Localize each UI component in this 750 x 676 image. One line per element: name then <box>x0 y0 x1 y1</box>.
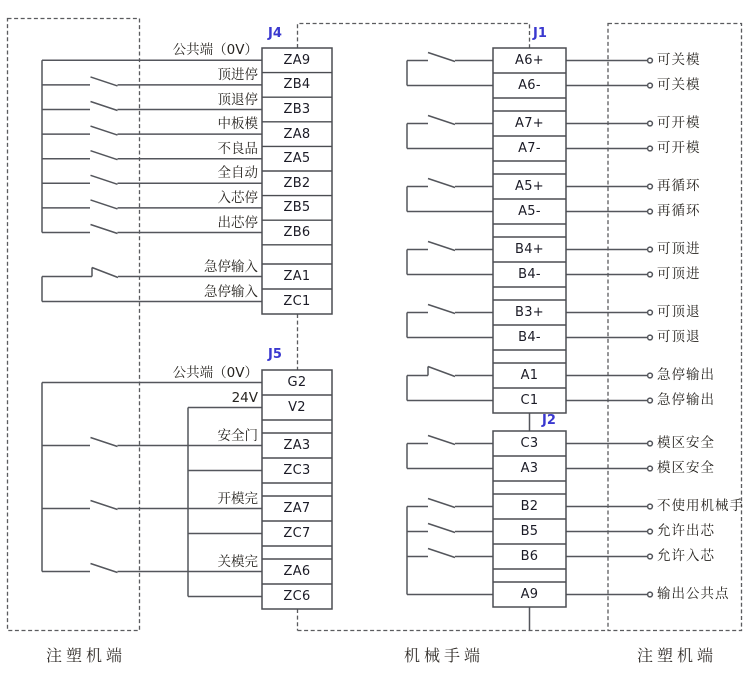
output-label: 不使用机械手 <box>657 498 744 514</box>
spacer-cell <box>493 224 566 237</box>
output-label: 再循环 <box>657 203 701 219</box>
spacer-cell <box>493 569 566 582</box>
terminal-cell: A5- <box>518 204 541 219</box>
left-machine-boundary-box <box>8 19 140 631</box>
terminal-cell: B6 <box>520 549 539 564</box>
output-label: 可顶退 <box>657 329 701 345</box>
output-label: 可开模 <box>657 115 701 131</box>
terminal-cell: A7- <box>518 141 541 156</box>
output-label: 允许出芯 <box>657 523 715 539</box>
signal-label: 安全门 <box>217 427 258 444</box>
terminal-cell: ZC3 <box>283 463 311 478</box>
terminal-cell: V2 <box>288 400 306 415</box>
spacer-cell <box>262 483 332 496</box>
spacer-cell <box>493 98 566 111</box>
terminal-cell: A9 <box>520 587 539 602</box>
terminal-cell: C1 <box>520 393 539 408</box>
terminal-cell: ZC6 <box>283 589 311 604</box>
terminal-cell: ZB2 <box>283 175 311 191</box>
terminal-cell: ZA6 <box>283 564 311 579</box>
terminal-cell: ZA5 <box>283 151 311 167</box>
terminal-cell: ZA7 <box>283 501 311 516</box>
terminal-cell: ZB3 <box>283 101 311 117</box>
output-label: 允许入芯 <box>657 548 715 564</box>
signal-label: 中板模 <box>217 116 258 133</box>
signal-label: 开模完 <box>217 490 258 507</box>
spacer-cell <box>493 481 566 494</box>
terminal-cell: A3 <box>520 461 539 476</box>
terminal-point-circles <box>648 58 653 597</box>
output-wires <box>566 58 652 597</box>
robot-boundary-bottom <box>298 609 608 631</box>
signal-label: 公共端（0V） <box>172 364 258 381</box>
signal-label: 24V <box>231 389 258 406</box>
terminal-cell: B5 <box>520 524 539 539</box>
zone-label-right: 注塑机端 <box>636 646 717 665</box>
signal-label: 不良品 <box>217 140 258 157</box>
terminal-cell: G2 <box>287 375 307 390</box>
spacer-cell <box>493 287 566 300</box>
terminal-cell: B2 <box>520 499 539 514</box>
terminal-cell: A6- <box>518 78 541 93</box>
spacer-cell <box>493 350 566 363</box>
spacer-cell <box>262 546 332 559</box>
terminal-cell: B4- <box>518 330 541 345</box>
terminal-cell: ZC1 <box>283 294 311 309</box>
signal-label: 急停输入 <box>204 283 258 300</box>
signal-label: 急停输入 <box>204 258 258 275</box>
terminal-cell: ZA1 <box>283 269 311 284</box>
spacer-cell <box>493 161 566 174</box>
signal-label: 顶退停 <box>217 91 258 108</box>
signal-label: 出芯停 <box>217 214 258 231</box>
terminal-cell: ZA8 <box>283 126 311 142</box>
signal-label: 顶进停 <box>217 66 258 83</box>
terminal-cell: C3 <box>520 436 539 451</box>
terminal-cell: B4- <box>518 267 541 282</box>
connector-label-j5: J5 <box>268 347 282 362</box>
output-label: 可顶进 <box>657 266 701 282</box>
signal-label: 入芯停 <box>217 189 258 206</box>
zone-label-left: 注塑机端 <box>45 646 126 665</box>
output-label: 模区安全 <box>657 435 715 451</box>
output-label: 可开模 <box>657 140 701 156</box>
terminal-cell: A6+ <box>515 53 544 68</box>
terminal-cell: A5+ <box>515 179 544 194</box>
signal-label: 公共端（0V） <box>172 42 258 59</box>
terminal-cell: A1 <box>520 368 539 383</box>
spacer-cell <box>262 420 332 433</box>
terminal-cell: A7+ <box>515 116 544 131</box>
output-label: 可关模 <box>657 52 701 68</box>
signal-label: 关模完 <box>217 553 258 570</box>
terminal-cell: ZB5 <box>283 200 311 216</box>
output-label: 模区安全 <box>657 460 715 476</box>
robot-boundary-top <box>298 24 530 49</box>
output-label: 可顶退 <box>657 304 701 320</box>
terminal-cell: ZA9 <box>283 52 311 68</box>
terminal-cell: B3+ <box>515 305 544 320</box>
output-label: 再循环 <box>657 178 701 194</box>
signal-label: 全自动 <box>217 165 258 182</box>
switch-icons-right <box>407 53 493 558</box>
spacer-cell <box>262 245 332 264</box>
terminal-cell: ZA3 <box>283 438 311 453</box>
connector-label-j4: J4 <box>268 26 282 41</box>
terminal-cell: ZB6 <box>283 224 311 240</box>
output-label: 急停输出 <box>657 367 715 383</box>
zone-label-center: 机械手端 <box>403 646 484 665</box>
terminal-cell: ZB4 <box>283 77 311 93</box>
connector-label-j2: J2 <box>542 413 556 428</box>
connector-label-j1: J1 <box>533 26 547 41</box>
output-label: 输出公共点 <box>657 586 730 602</box>
output-label: 可顶进 <box>657 241 701 257</box>
output-label: 可关模 <box>657 77 701 93</box>
terminal-cell: ZC7 <box>283 526 311 541</box>
output-label: 急停输出 <box>657 392 715 408</box>
terminal-cell: B4+ <box>515 242 544 257</box>
